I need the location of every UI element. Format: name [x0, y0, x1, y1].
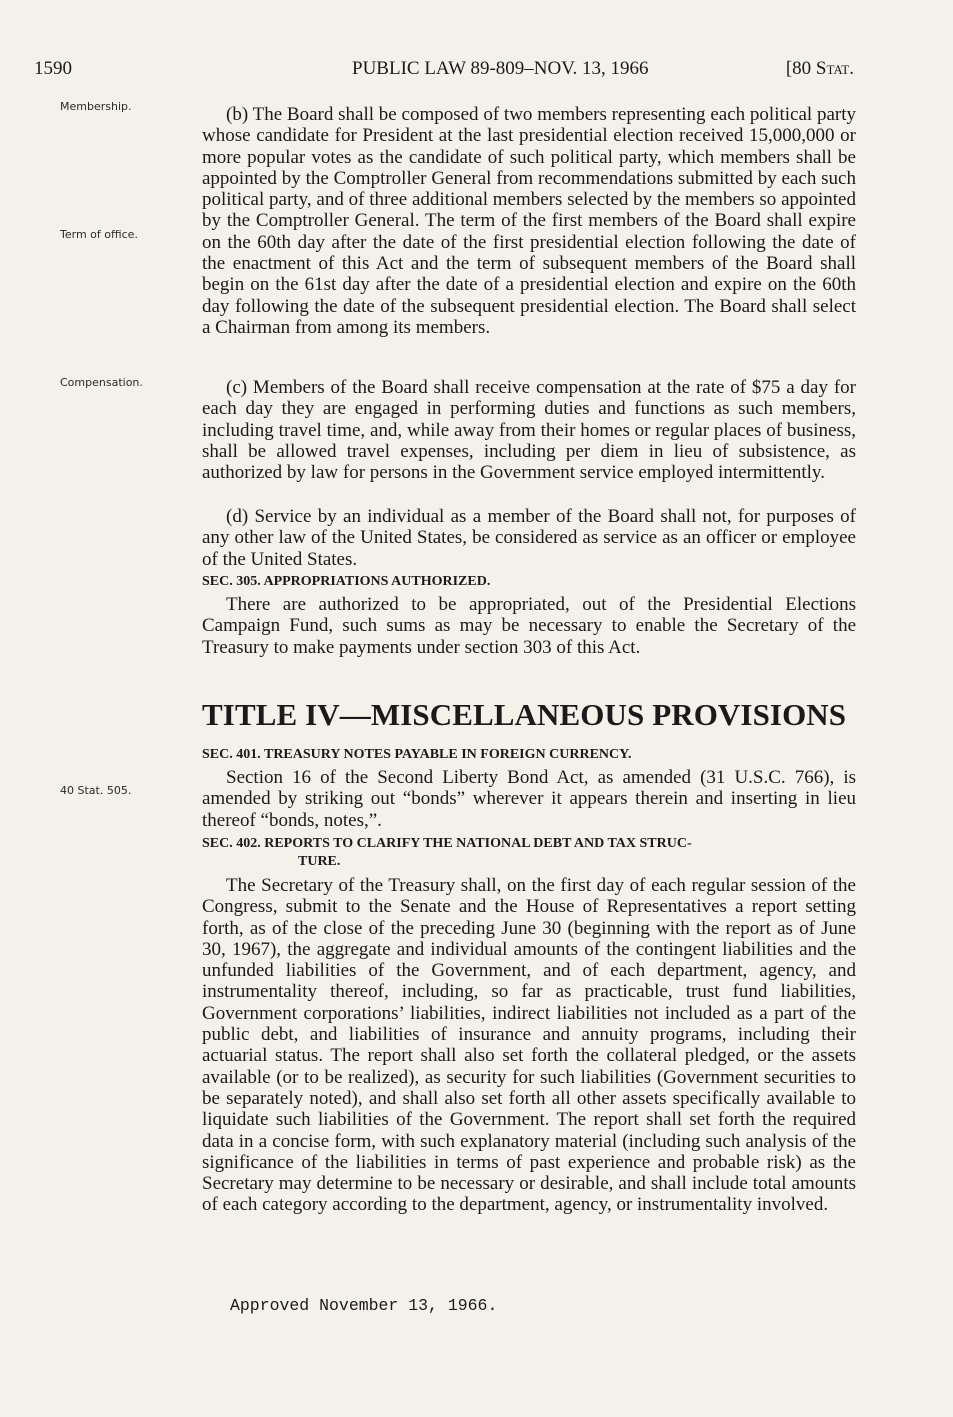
margin-note-compensation: Compensation. — [60, 376, 143, 389]
paragraph-b — [202, 104, 856, 338]
section-401-heading: SEC. 401. TREASURY NOTES PAYABLE IN FOREIGN CURRENCY. — [202, 747, 632, 762]
margin-note-membership: Membership. — [60, 100, 132, 113]
margin-note-stat-reference: 40 Stat. 505. — [60, 784, 132, 797]
paragraph-d — [202, 506, 856, 570]
section-402-text: The Secretary of the Treasury shall, on the first day of each regular session of the Congress, submit to the Senate and the House of Representatives a report setting forth, as of the close of the preceding June 30 (beginning with the report as of June 30, 1967), the aggregate and individual amounts of the contingent liabilities and the unfunded liabilities of the Government, and of each department, agency, and instrumentality thereof, including, so far as practicable, trust fund liabilities, Government corporations’ liabilities, indirect liabilities not included as a part of the public debt, and liabilities of insurance and annuity programs, including their actuarial status. The report shall also set forth the collateral pledged, or the assets available (or to be realized), as security for such liabilities (Government securities to be separately noted), and shall also set forth all other assets specifically available to liquidate such liabilities of the Government. The report shall set forth the required data in a concise form, with such explanatory material (including such analysis of the significance of the liabilities in terms of past experience and probable risk) as the Secretary may determine to be necessary or desirable, and shall include total amounts of each category according to the department, agency, or instrumentality involved. — [202, 875, 856, 1216]
section-402 — [202, 875, 856, 1216]
paragraph-c-text: (c) Members of the Board shall receive compensation at the rate of $75 a day for each day they are engaged in performing duties and functions as such members, including travel time, and, while away from their homes or regular places of business, shall be allowed travel expenses, including per diem in lieu of subsistence, as authorized by law for persons in the Government service employed intermittently. — [202, 377, 856, 484]
header-title: PUBLIC LAW 89-809–NOV. 13, 1966 — [352, 58, 649, 79]
paragraph-c — [202, 377, 856, 483]
section-402-heading-line1: SEC. 402. REPORTS TO CLARIFY THE NATIONAL DEBT AND TAX STRUC- — [202, 836, 692, 851]
title-iv-heading: TITLE IV—MISCELLANEOUS PROVISIONS — [202, 697, 847, 732]
section-401-text: Section 16 of the Second Liberty Bond Act, as amended (31 U.S.C. 766), is amended by striking out “bonds” wherever it appears therein and inserting in lieu thereof “bonds, notes,”. — [202, 767, 856, 831]
section-401 — [202, 767, 856, 831]
running-header — [34, 58, 854, 86]
section-305-heading: SEC. 305. APPROPRIATIONS AUTHORIZED. — [202, 574, 491, 589]
section-305 — [202, 594, 856, 658]
section-305-text: There are authorized to be appropriated, out of the Presidential Elections Campaign Fund, such sums as may be necessary to enable the Secretary of the Treasury to make payments under section 303 of this Act. — [202, 594, 856, 658]
margin-note-term-of-office: Term of office. — [60, 228, 138, 241]
section-402-heading — [202, 835, 856, 871]
header-stat: Stat. — [815, 58, 854, 79]
section-402-heading-line2: TURE. — [298, 854, 341, 869]
header-stat-reference — [786, 58, 854, 80]
approval-line: Approved November 13, 1966. — [230, 1296, 498, 1315]
header-bracket: [80 — [785, 58, 816, 79]
page-number: 1590 — [34, 58, 72, 79]
paragraph-d-text: (d) Service by an individual as a member of the Board shall not, for purposes of any other law of the United States, be considered as service as an officer or employee of the United States. — [202, 506, 856, 570]
paragraph-b-text: (b) The Board shall be composed of two members representing each political party whose candidate for President at the last presidential election received 15,000,000 or more popular votes as the candidate of such political party, which members shall be appointed by the Comptroller General from recommendations submitted by each such political party, and of three additional members selected by the members so appointed by the Comptroller General. The term of the first members of the Board shall expire on the 60th day after the date of the first presidential election following the date of the enactment of this Act and the term of subsequent members of the Board shall begin on the 61st day after the date of a presidential election and expire on the 60th day following the date of the subsequent presidential election. The Board shall select a Chairman from among its members. — [202, 104, 856, 338]
